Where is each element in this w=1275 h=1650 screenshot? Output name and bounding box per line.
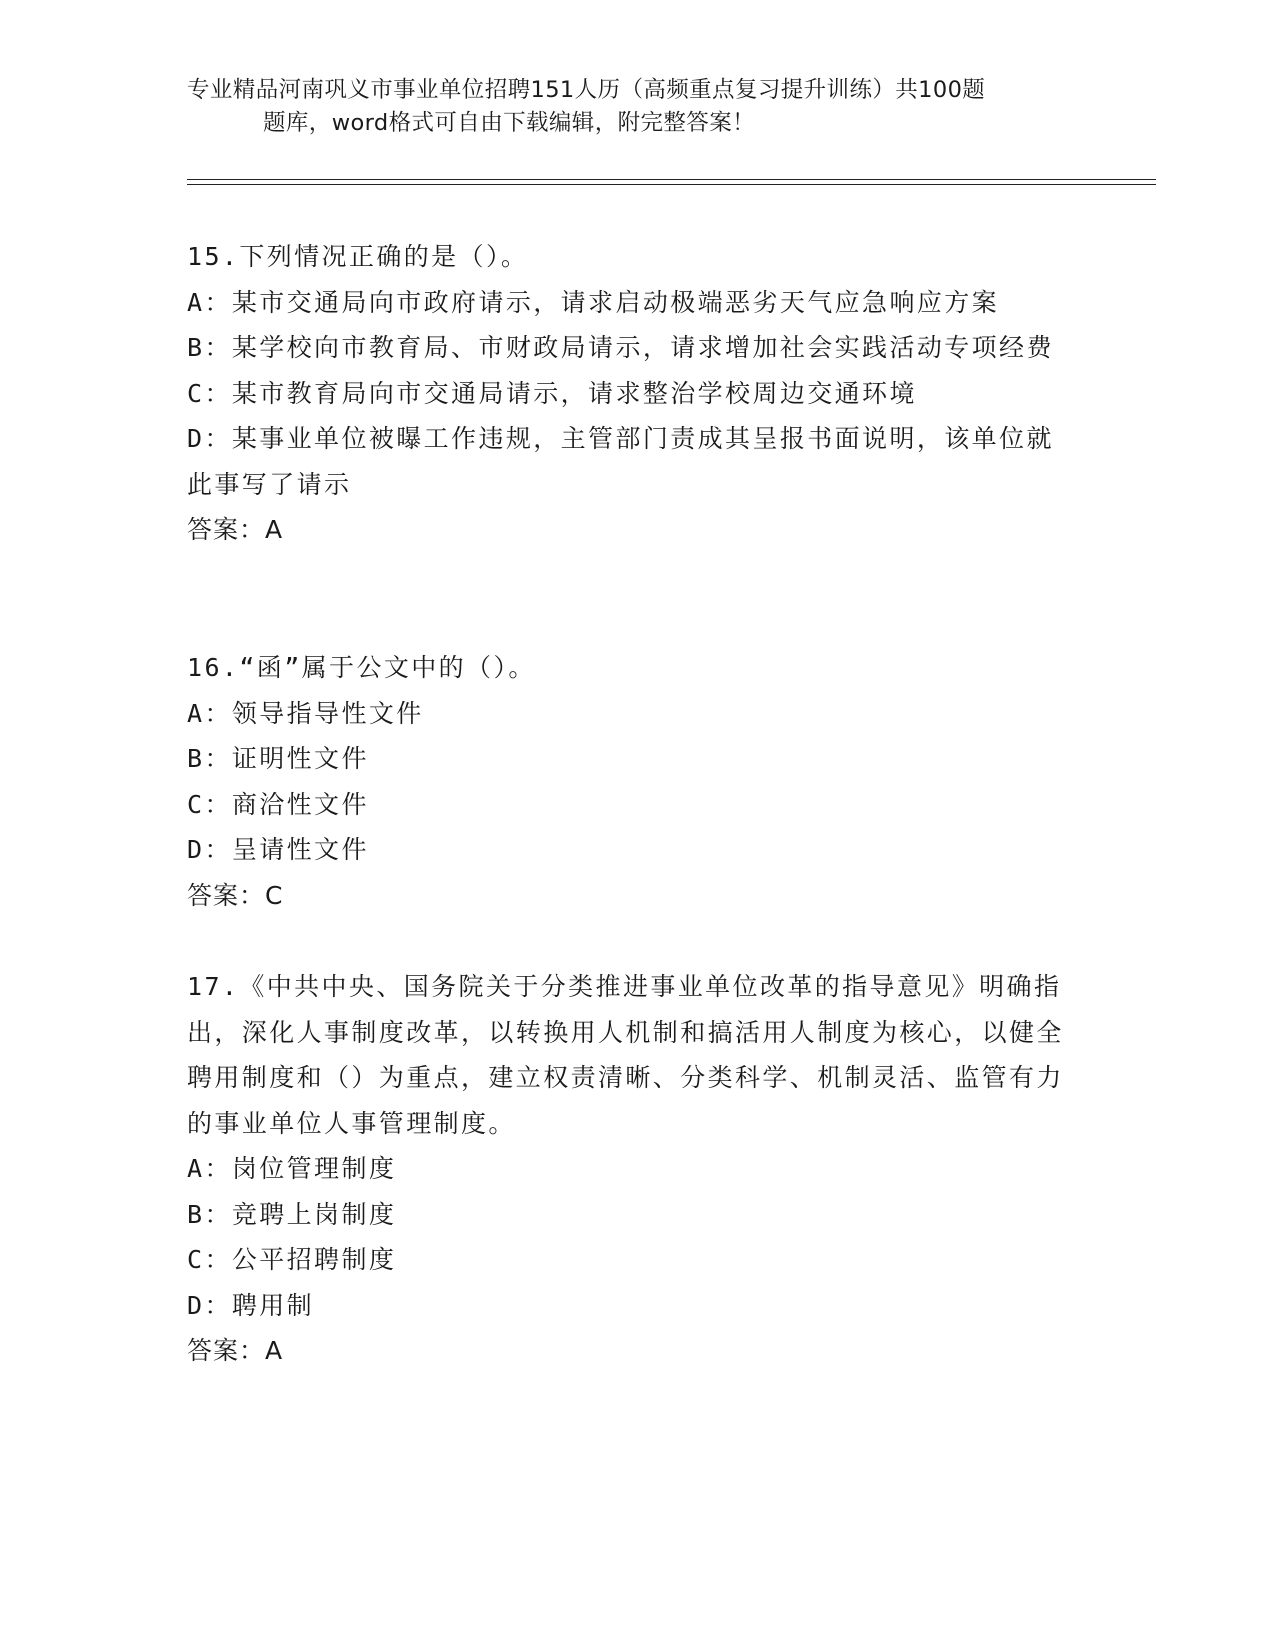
header-divider-bottom	[187, 184, 1156, 185]
option-a: A：领导指导性文件	[187, 698, 424, 728]
option-c: C：商洽性文件	[187, 789, 369, 819]
question-stem: 16.“函”属于公文中的（）。	[187, 653, 536, 682]
option-b: B：竞聘上岗制度	[187, 1199, 397, 1229]
header-title-line1: 专业精品河南巩义市事业单位招聘151人历（高频重点复习提升训练）共100题	[187, 77, 986, 103]
question-stem: 17.《中共中央、国务院关于分类推进事业单位改革的指导意见》明确指出，深化人事制度改革，以转换用人机制和搞活用人制度为核心，以健全聘用制度和（）为重点，建立权责清晰、分类科学、机制灵活、监管有力的事业单位人事管理制度。	[187, 972, 1064, 1138]
option-a: A：某市交通局向市政府请示，请求启动极端恶劣天气应急响应方案	[187, 287, 1000, 317]
option-d: D：某事业单位被曝工作违规，主管部门责成其呈报书面说明，该单位就此事写了请示	[187, 424, 1054, 499]
question-17	[187, 964, 1067, 1374]
option-b: B：某学校向市教育局、市财政局请示，请求增加社会实践活动专项经费	[187, 333, 1054, 362]
header-title-line2: 题库，word格式可自由下载编辑，附完整答案！	[263, 110, 756, 136]
answer-line: 答案：A	[187, 1336, 284, 1365]
answer-line: 答案：A	[187, 515, 284, 544]
option-c: C：某市教育局向市交通局请示，请求整治学校周边交通环境	[187, 378, 917, 408]
question-16	[187, 645, 1067, 918]
option-d: D：聘用制	[187, 1290, 315, 1320]
header-divider-top	[187, 179, 1156, 180]
option-a: A：岗位管理制度	[187, 1154, 397, 1183]
question-15	[187, 234, 1067, 553]
option-c: C：公平招聘制度	[187, 1245, 397, 1274]
answer-line: 答案：C	[187, 880, 284, 910]
option-d: D：呈请性文件	[187, 835, 369, 864]
document-header	[187, 74, 1087, 140]
option-b: B：证明性文件	[187, 744, 369, 773]
question-stem: 15.下列情况正确的是（）。	[187, 242, 529, 271]
